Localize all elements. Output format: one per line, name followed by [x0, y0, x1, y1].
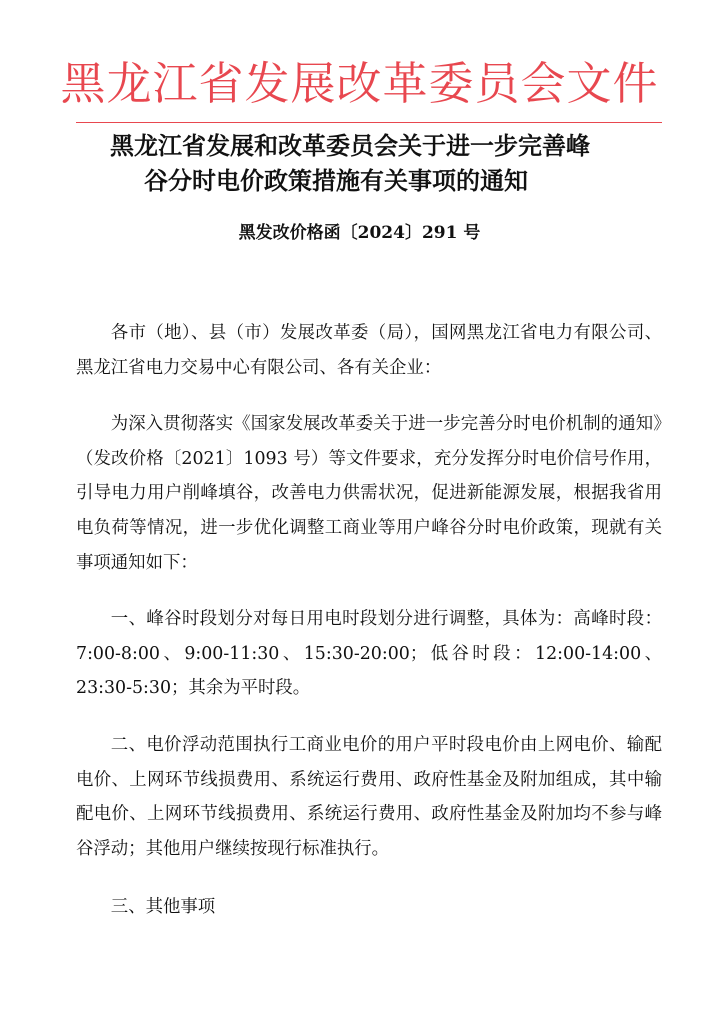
addressee-paragraph: 各市（地）、县（市）发展改革委（局），国网黑龙江省电力有限公司、黑龙江省电力交易中心有限公司、各有关企业：	[76, 323, 662, 378]
title-line-1: 黑龙江省发展和改革委员会关于进一步完善峰	[110, 131, 590, 160]
title-line-2: 谷分时电价政策措施有关事项的通知	[144, 166, 528, 195]
intro-paragraph: 为深入贯彻落实《国家发展改革委关于进一步完善分时电价机制的通知》（发改价格〔2021〕1093 号）等文件要求，充分发挥分时电价信号作用，引导电力用户削峰填谷，改善电力供需状况，促进新能源发展，根据我省用电负荷等情况，进一步优化调整工商业等用户峰谷分时电价政策，现就有关事项通知如下：	[76, 414, 662, 573]
item-3-heading: 三、其他事项	[110, 897, 216, 918]
document-number: 黑发改价格函〔2024〕291 号	[238, 223, 481, 243]
document-title	[100, 128, 660, 198]
masthead-divider	[76, 122, 662, 123]
item-1-paragraph: 一、峰谷时段划分对每日用电时段划分进行调整，具体为：高峰时段：7:00-8:00、9:00-11:30、15:30-20:00；低谷时段：12:00-14:00、23:30-5:30；其余为平时段。	[76, 609, 662, 699]
document-masthead: 黑龙江省发展改革委员会文件	[60, 57, 659, 110]
item-2-paragraph: 二、电价浮动范围执行工商业电价的用户平时段电价由上网电价、输配电价、上网环节线损费用、系统运行费用、政府性基金及附加组成，其中输配电价、上网环节线损费用、系统运行费用、政府性基金及附加均不参与峰谷浮动；其他用户继续按现行标准执行。	[76, 734, 662, 859]
document-body	[76, 316, 662, 925]
